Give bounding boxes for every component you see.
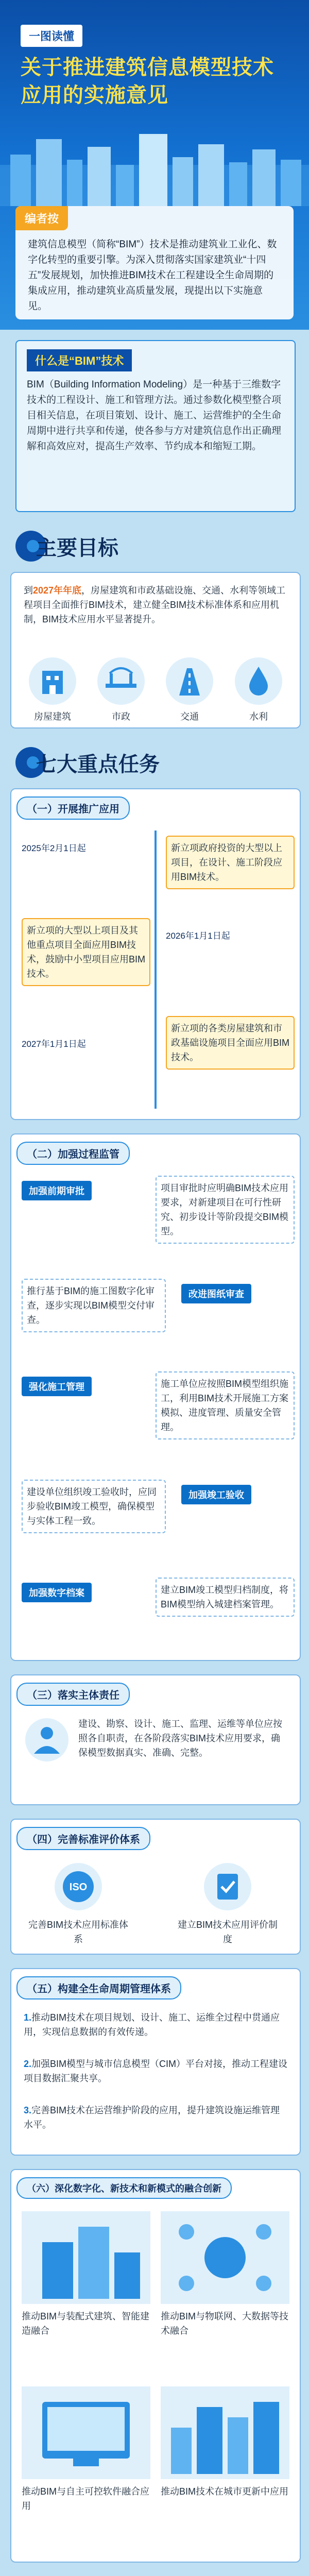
evaluation-icon: [202, 1861, 253, 1912]
subtask-text: 推行基于BIM的施工图数字化审查，逐步实现以BIM模型交付审查。: [22, 1279, 166, 1332]
transport-icon: [164, 655, 215, 707]
task5-item-text: 推动BIM技术在项目规划、设计、施工、运维全过程中贯通应用，实现信息数据的有效传递。: [24, 2012, 280, 2037]
bim-definition-box: [15, 340, 296, 512]
goal-item-water: [233, 655, 284, 723]
task5-item: 3.完善BIM技术在运营维护阶段的应用，提升建筑设施运维管理水平。: [24, 2105, 280, 2130]
iot-illustration: [161, 2211, 289, 2304]
page-title: 关于推进建筑信息模型技术应用的实施意见: [21, 56, 274, 107]
task1-title: （一）开展推广应用: [16, 796, 130, 820]
goals-heading-label: 主要目标: [36, 537, 118, 560]
prefab-building-illustration: [22, 2211, 150, 2304]
timeline-date: 2025年2月1日起: [22, 843, 86, 853]
task3-text: 建设、勘察、设计、施工、监理、运维等单位应按照各自职责，在各阶段落实BIM技术应用要求，确保模型数据真实、准确、完整。: [78, 1719, 282, 1758]
task3-panel: [10, 1674, 301, 1805]
timeline-box: 新立项的大型以上项目及其他重点项目全面应用BIM技术，鼓励中小型项目应用BIM技术。: [22, 918, 150, 986]
tasks-heading-label: 七大重点任务: [36, 753, 160, 776]
skyline-illustration: [0, 134, 309, 206]
task5-item: 1.推动BIM技术在项目规划、设计、施工、运维全过程中贯通应用，实现信息数据的有效传递。: [24, 2012, 280, 2037]
task5-item-text: 加强BIM模型与城市信息模型（CIM）平台对接，推动工程建设项目数据汇聚共享。: [24, 2059, 288, 2083]
goals-heading: [0, 526, 309, 567]
intro-card: [15, 206, 294, 319]
subtask-text: 建设单位组织竣工验收时，应同步验收BIM竣工模型，确保模型与实体工程一致。: [22, 1480, 166, 1533]
subtask-label: 强化施工管理: [22, 1377, 92, 1396]
task6-item: 推动BIM与自主可控软件融合应用: [22, 2486, 149, 2511]
task6-item: 推动BIM技术在城市更新中应用: [161, 2486, 288, 2497]
goals-panel: [10, 572, 301, 728]
iso-standard-icon: [53, 1861, 104, 1912]
timeline-box: 新立项的各类房屋建筑和市政基础设施项目全面应用BIM技术。: [166, 1016, 295, 1070]
goal-item-municipal: [95, 655, 147, 723]
subtask-text: 项目审批时应明确BIM技术应用要求，对新建项目在可行性研究、初步设计等阶段提交BIM模型。: [156, 1176, 295, 1244]
goals-text-pre: 到: [24, 585, 33, 596]
task5-title: （五）构建全生命周期管理体系: [16, 1976, 181, 1999]
task4-panel: [10, 1819, 301, 1955]
subtask-text: 施工单位应按照BIM模型组织施工，利用BIM技术开展施工方案模拟、进度管理、质量安全管理。: [156, 1371, 295, 1439]
task6-item: 推动BIM与物联网、大数据等技术融合: [161, 2311, 288, 2336]
task2-title: （二）加强过程监管: [16, 1142, 130, 1165]
tasks-heading: [0, 742, 309, 783]
subtask-label: 改进图纸审查: [181, 1284, 251, 1303]
bim-definition-text: BIM（Building Information Modeling）是一种基于三维数字技术的工程设计、施工和管理方法。通过参数化模型整合项目相关信息，在项目策划、设计、施工、运营维护的全生命周期中进行共享和传递，使各参与方对建筑信息作出正确理解和高效应对，提高生产效率、节约成本和缩短工期。: [27, 379, 282, 452]
task6-item: 推动BIM与装配式建筑、智能建造融合: [22, 2311, 149, 2336]
hero-tag: 一图读懂: [21, 25, 82, 47]
subtask-label: 加强前期审批: [22, 1181, 92, 1200]
goal-label: 水利: [249, 711, 268, 722]
bim-definition-header: 什么是“BIM”技术: [27, 349, 132, 371]
municipal-icon: [95, 655, 147, 707]
task6-title: （六）深化数字化、新技术和新模式的融合创新: [16, 2177, 232, 2199]
task5-item-text: 完善BIM技术在运营维护阶段的应用，提升建筑设施运维管理水平。: [24, 2105, 280, 2130]
task4-title: （四）完善标准评价体系: [16, 1827, 150, 1850]
subtask-label: 加强竣工验收: [181, 1485, 251, 1504]
task4-item: 建立BIM技术应用评价制度: [177, 1920, 278, 1944]
city-renewal-illustration: [161, 2386, 289, 2479]
goal-label: 交通: [180, 711, 199, 722]
timeline-date: 2027年1月1日起: [22, 1039, 86, 1049]
subtask-label: 加强数字档案: [22, 1583, 92, 1602]
timeline-box: 新立项政府投资的大型以上项目，在设计、施工阶段应用BIM技术。: [166, 836, 295, 889]
hero-banner: [0, 0, 309, 330]
svg-text:ISO: ISO: [69, 1882, 88, 1893]
intro-text: 建筑信息模型（简称“BIM”）技术是推动建筑业工业化、数字化转型的重要引擎。为深入贯彻落实国家建筑业“十四五”发展规划，加快推进BIM技术在工程建设全生命周期的集成应用，推动建筑业高质量发展，现提出以下实施意见。: [28, 239, 277, 312]
goal-label: 房屋建筑: [34, 711, 71, 722]
timeline-date: 2026年1月1日起: [166, 931, 230, 941]
task5-item: 2.加强BIM模型与城市信息模型（CIM）平台对接，推动工程建设项目数据汇聚共享。: [24, 2059, 288, 2083]
timeline-line: [154, 831, 157, 1109]
task4-item: 完善BIM技术应用标准体系: [28, 1920, 128, 1944]
goal-item-building: [27, 655, 78, 723]
task1-panel: [10, 788, 301, 1120]
goals-text-post: ，房屋建筑和市政基础设施、交通、水利等领域工程项目全面推行BIM技术，建立健全BIM技术标准体系和应用机制，BIM技术应用水平显著提升。: [24, 585, 286, 624]
task2-panel: [10, 1133, 301, 1661]
goals-year: 2027年年底: [33, 585, 82, 596]
goal-label: 市政: [112, 711, 130, 722]
software-illustration: [22, 2386, 150, 2479]
goals-text: [24, 583, 287, 626]
goal-icons: [27, 655, 284, 722]
goal-item-transport: [164, 655, 215, 723]
task5-panel: [10, 1968, 301, 2156]
subtask-text: 建立BIM竣工模型归档制度，将BIM模型纳入城建档案管理。: [156, 1578, 295, 1617]
task6-panel: [10, 2169, 301, 2563]
building-icon: [27, 655, 78, 707]
responsibility-icon: [24, 1717, 70, 1763]
intro-badge: 编者按: [15, 206, 68, 230]
task3-title: （三）落实主体责任: [16, 1683, 130, 1706]
water-icon: [233, 655, 284, 707]
